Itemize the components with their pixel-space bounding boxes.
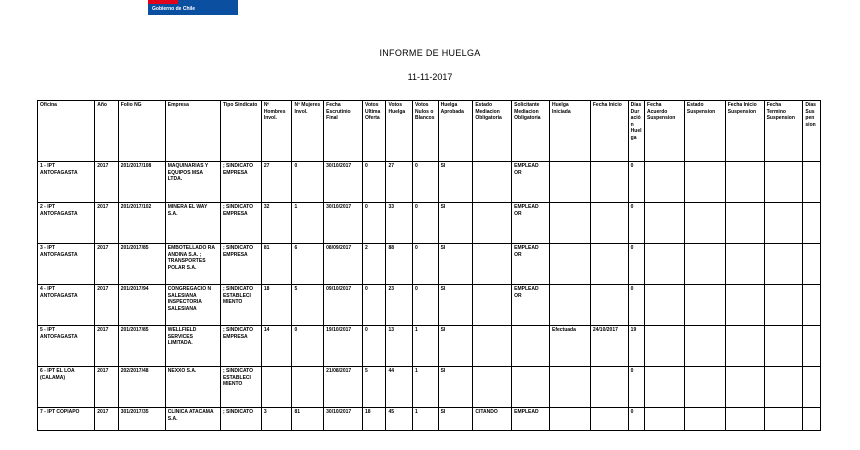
table-cell: 7 - IPT COPIAPO <box>38 408 95 431</box>
column-header: Tipo Sindicato <box>220 101 261 162</box>
table-cell <box>725 244 764 285</box>
table-header-row <box>38 101 821 162</box>
column-header: Oficina <box>38 101 95 162</box>
table-cell <box>590 285 628 326</box>
table-row <box>38 285 821 326</box>
table-cell: 1 <box>292 203 324 244</box>
table-cell <box>725 162 764 203</box>
table-cell: 2017 <box>95 285 119 326</box>
table-cell <box>512 367 550 408</box>
table-cell: 27 <box>386 162 413 203</box>
table-cell <box>473 203 512 244</box>
logo-text: Gobierno de Chile <box>152 6 196 12</box>
table-cell <box>473 367 512 408</box>
table-cell: 3 - IPT ANTOFAGASTA <box>38 244 95 285</box>
table-cell <box>473 285 512 326</box>
table-cell <box>684 203 725 244</box>
table-cell <box>645 203 685 244</box>
column-header: Huelga Aprobada <box>438 101 473 162</box>
table-cell: 201/2017/108 <box>118 162 165 203</box>
table-cell <box>590 203 628 244</box>
table-cell: 5 <box>362 367 386 408</box>
table-cell <box>764 244 803 285</box>
table-cell <box>725 203 764 244</box>
table-cell <box>764 285 803 326</box>
table-cell: 0 <box>628 408 644 431</box>
table-cell: EMPLEAD <box>512 408 550 431</box>
table-cell <box>684 367 725 408</box>
table-cell: MINERA EL WAY S.A. <box>165 203 220 244</box>
table-cell: 2017 <box>95 244 119 285</box>
table-cell <box>684 326 725 367</box>
table-cell: 27 <box>261 162 292 203</box>
table-cell: 1 <box>413 367 439 408</box>
table-cell <box>645 244 685 285</box>
table-cell <box>645 367 685 408</box>
table-cell: Efectuada <box>549 326 590 367</box>
table-cell <box>645 408 685 431</box>
table-cell: 0 <box>413 162 439 203</box>
table-cell: 0 <box>413 203 439 244</box>
table-cell <box>725 285 764 326</box>
table-cell: EMBOTELLADO RA ANDINA S.A. ; TRANSPORTES POLAR S.A. <box>165 244 220 285</box>
table-cell <box>549 408 590 431</box>
table-cell: 0 <box>413 285 439 326</box>
strike-report-table <box>37 100 821 431</box>
table-cell: 6 <box>292 244 324 285</box>
table-cell: 18 <box>362 408 386 431</box>
column-header: Folio NG <box>118 101 165 162</box>
government-logo <box>148 0 238 15</box>
table-cell: 08/09/2017 <box>324 244 363 285</box>
table-cell: NEXXO S.A. <box>165 367 220 408</box>
table-cell: 2 - IPT ANTOFAGASTA <box>38 203 95 244</box>
table-row <box>38 162 821 203</box>
table-cell: SI <box>438 367 473 408</box>
column-header: Año <box>95 101 119 162</box>
table-cell: CONGREGACIO N SALESIANA INSPECTORIA SALESIANA <box>165 285 220 326</box>
column-header: Fecha Escrutinio Final <box>324 101 363 162</box>
table-cell: 2017 <box>95 326 119 367</box>
table-cell: 5 <box>292 285 324 326</box>
table-cell: 0 <box>628 162 644 203</box>
table-cell: 301/2017/35 <box>118 408 165 431</box>
table-cell: 30/10/2017 <box>324 203 363 244</box>
table-cell: EMPLEAD OR <box>512 285 550 326</box>
table-cell <box>764 326 803 367</box>
table-cell <box>803 244 821 285</box>
table-cell: 4 - IPT ANTOFAGASTA <box>38 285 95 326</box>
table-cell: WELLFIELD SERVICES LIMITADA. <box>165 326 220 367</box>
table-cell: 30/10/2017 <box>324 408 363 431</box>
table-cell: CITANDO <box>473 408 512 431</box>
table-cell: 88 <box>386 244 413 285</box>
table-cell: 19/10/2017 <box>324 326 363 367</box>
column-header: Nº Mujeres Invol. <box>292 101 324 162</box>
table-cell: 09/10/2017 <box>324 285 363 326</box>
column-header: Votos Nulos o Blancos <box>413 101 439 162</box>
column-header: Votos Ultima Oferta <box>362 101 386 162</box>
table-cell <box>725 367 764 408</box>
table-cell <box>725 326 764 367</box>
table-cell <box>549 162 590 203</box>
table-cell: 0 <box>362 203 386 244</box>
table-cell: SI <box>438 408 473 431</box>
table-row <box>38 408 821 431</box>
column-header: Solicitante Mediacion Obligatoria <box>512 101 550 162</box>
table-cell <box>803 367 821 408</box>
table-cell: 2017 <box>95 367 119 408</box>
table-cell: SI <box>438 203 473 244</box>
table-cell: 2 <box>362 244 386 285</box>
table-cell: 0 <box>362 285 386 326</box>
table-cell: 0 <box>628 285 644 326</box>
table-cell: 1 - IPT ANTOFAGASTA <box>38 162 95 203</box>
table-row <box>38 244 821 285</box>
table-cell: 2017 <box>95 203 119 244</box>
table-cell: EMPLEAD OR <box>512 244 550 285</box>
table-row <box>38 203 821 244</box>
report-date: 11-11-2017 <box>407 72 453 82</box>
column-header: Estado Mediacion Obligatoria <box>473 101 512 162</box>
column-header: Nº Hombres Invol. <box>261 101 292 162</box>
table-cell: ; SINDICATO EMPRESA <box>220 203 261 244</box>
table-cell <box>473 326 512 367</box>
column-header: Fecha Acuerdo Suspension <box>645 101 685 162</box>
table-cell: 13 <box>386 326 413 367</box>
table-row <box>38 326 821 367</box>
table-cell: 19 <box>628 326 644 367</box>
table-cell <box>261 367 292 408</box>
table-row <box>38 367 821 408</box>
table-cell: ; SINDICATO <box>220 408 261 431</box>
table-cell: 33 <box>386 203 413 244</box>
table-cell: 201/2017/94 <box>118 285 165 326</box>
table-cell: 202/2017/48 <box>118 367 165 408</box>
report-title: INFORME DE HUELGA <box>379 48 481 58</box>
table-cell <box>473 162 512 203</box>
table-cell: 201/2017/85 <box>118 244 165 285</box>
column-header: Fecha Inicio Suspension <box>725 101 764 162</box>
table-cell: EMPLEAD OR <box>512 162 550 203</box>
table-cell: 2017 <box>95 408 119 431</box>
table-cell: CLINICA ATACAMA S.A. <box>165 408 220 431</box>
table-cell: 0 <box>292 162 324 203</box>
table-cell: 45 <box>386 408 413 431</box>
table-cell: 1 <box>413 326 439 367</box>
table-cell: EMPLEAD OR <box>512 203 550 244</box>
column-header: Estado Suspension <box>684 101 725 162</box>
table-cell <box>803 408 821 431</box>
table-cell <box>549 285 590 326</box>
table-cell <box>764 162 803 203</box>
table-cell <box>764 408 803 431</box>
table-cell: 0 <box>628 367 644 408</box>
table-cell <box>549 244 590 285</box>
table-cell <box>590 367 628 408</box>
table-cell: 30/10/2017 <box>324 162 363 203</box>
table-cell <box>590 244 628 285</box>
table-cell: ; SINDICATO EMPRESA <box>220 162 261 203</box>
table-cell: ; SINDICATO EMPRESA <box>220 326 261 367</box>
table-cell: SI <box>438 285 473 326</box>
table-cell: 3 <box>261 408 292 431</box>
column-header: Votos Huelga <box>386 101 413 162</box>
column-header: Fecha Termino Suspension <box>764 101 803 162</box>
table-cell: 18 <box>261 285 292 326</box>
table-cell <box>803 285 821 326</box>
table-cell <box>292 367 324 408</box>
table-cell <box>764 203 803 244</box>
table-cell: 24/10/2017 <box>590 326 628 367</box>
table-cell <box>803 203 821 244</box>
table-cell: ; SINDICATO ESTABLECI MIENTO <box>220 285 261 326</box>
table-cell <box>803 162 821 203</box>
table-cell <box>684 408 725 431</box>
column-header: Fecha Inicio <box>590 101 628 162</box>
table-cell <box>549 203 590 244</box>
table-cell: 0 <box>628 203 644 244</box>
table-cell: 44 <box>386 367 413 408</box>
table-cell <box>725 408 764 431</box>
column-header: Huelga Iniciada <box>549 101 590 162</box>
table-cell: 0 <box>362 326 386 367</box>
table-cell: ; SINDICATO EMPRESA <box>220 244 261 285</box>
table-cell: 21/08/2017 <box>324 367 363 408</box>
table-cell: MAQUINARIAS Y EQUIPOS MSA LTDA. <box>165 162 220 203</box>
table-cell: SI <box>438 162 473 203</box>
column-header: Días Dur ación Huel ga <box>628 101 644 162</box>
table-cell: 32 <box>261 203 292 244</box>
table-cell <box>473 244 512 285</box>
table-cell: 81 <box>261 244 292 285</box>
table-cell: 23 <box>386 285 413 326</box>
table-cell: ; SINDICATO ESTABLECI MIENTO <box>220 367 261 408</box>
table-cell: 201/2017/85 <box>118 326 165 367</box>
table-cell: 0 <box>292 326 324 367</box>
table-cell <box>684 244 725 285</box>
table-cell <box>764 367 803 408</box>
table-cell <box>590 408 628 431</box>
table-cell <box>803 326 821 367</box>
table-cell: 0 <box>628 244 644 285</box>
table-cell: SI <box>438 244 473 285</box>
logo-red-stripe <box>148 0 178 4</box>
table-cell: 0 <box>362 162 386 203</box>
table-cell <box>645 326 685 367</box>
table-cell: 2017 <box>95 162 119 203</box>
table-cell <box>512 326 550 367</box>
table-cell: 0 <box>413 244 439 285</box>
table-cell: SI <box>438 326 473 367</box>
table-cell <box>645 162 685 203</box>
table-cell: 1 <box>413 408 439 431</box>
table-cell <box>549 367 590 408</box>
table-cell: 6 - IPT EL LOA (CALAMA) <box>38 367 95 408</box>
table-cell <box>684 162 725 203</box>
table-cell <box>590 162 628 203</box>
table-cell: 81 <box>292 408 324 431</box>
table-cell: 5 - IPT ANTOFAGASTA <box>38 326 95 367</box>
table-cell <box>645 285 685 326</box>
table-cell <box>684 285 725 326</box>
table-cell: 201/2017/102 <box>118 203 165 244</box>
column-header: Días Sus pen sion <box>803 101 821 162</box>
column-header: Empresa <box>165 101 220 162</box>
table-cell: 14 <box>261 326 292 367</box>
